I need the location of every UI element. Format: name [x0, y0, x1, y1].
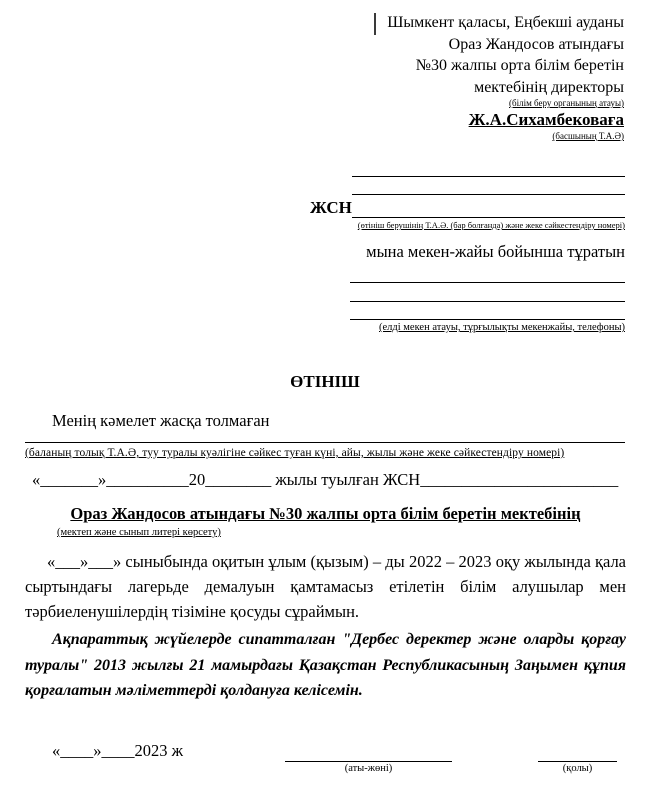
recipient-line-school-type: №30 жалпы орта білім беретін [415, 57, 624, 74]
recipient-line-school-name: Ораз Жандосов атындағы [448, 35, 624, 53]
address-caption: (елді мекен атауы, тұрғылықты мекенжайы, телефоны) [379, 322, 625, 333]
signature-name-caption: (аты-жөні) [344, 763, 393, 774]
signature-name-blank-line[interactable] [285, 742, 452, 762]
signature-sign-caption: (қолы) [562, 763, 593, 774]
request-paragraph: «___»___» сыныбында оқитын ұлым (қызым) – ды 2022 – 2023 оқу жылында қала сыртындағы лагерьде демалуын қамтамасыз етілетін білім алушылар мен тәрбиеленушілердің тізіміне қосуды сұраймын. [25, 552, 626, 621]
org-name-caption: (білім беру органының атауы) [509, 98, 624, 108]
recipient-line-city: Шымкент қаласы, Еңбекші ауданы [387, 14, 624, 31]
jsn-fill-line[interactable] [352, 195, 625, 218]
director-name: Ж.А.Сихамбековаға [468, 110, 624, 129]
school-heading: Ораз Жандосов атындағы №30 жалпы орта білім беретін мектебінің [70, 504, 581, 523]
address-blank-line-2[interactable] [350, 283, 625, 302]
address-block [350, 265, 625, 333]
child-name-blank-line[interactable] [25, 429, 625, 443]
recipient-block [387, 12, 624, 142]
school-heading-caption: (мектеп және сынып литері көрсету) [57, 527, 221, 538]
applicant-identity-block [310, 160, 625, 230]
statement-title: ӨТІНІШ [290, 372, 360, 391]
signature-sign-blank-line[interactable] [538, 742, 617, 762]
director-name-caption: (басшының Т.А.Ә) [552, 131, 624, 141]
signature-sign-field [538, 742, 617, 774]
statement-opening-line: Менің кәмелет жасқа толмаған [52, 411, 270, 430]
address-blank-line-3[interactable] [350, 302, 625, 320]
child-name-caption: (баланың толық Т.А.Ә, туу туралы куәлігіне сәйкес туған күні, айы, жылы және жеке сәйкестендіру номері) [25, 447, 565, 459]
jsn-label: ЖСН [310, 198, 352, 217]
recipient-line-director: мектебінің директоры [474, 78, 624, 96]
signature-name-field [285, 742, 452, 774]
address-blank-line-1[interactable] [350, 265, 625, 283]
jsn-caption: (өтініш берушінің Т.А.Ә. (бар болғанда) және жеке сәйкестендіру номері) [357, 220, 625, 230]
residence-intro-text: мына мекен-жайы бойынша тұратын [366, 242, 625, 261]
birth-date-fill-line[interactable]: «_______»__________20________ жылы туылған ЖСН________________________ [32, 470, 619, 489]
text-cursor [374, 13, 376, 35]
jsn-row [310, 195, 625, 218]
consent-paragraph: Ақпараттық жүйелерде сипатталған "Дербес деректер және оларды қорғау туралы" 2013 жылғы 21 мамырдағы Қазақстан Республикасының Заңымен құпия қорғалатын мәліметтерді қолдануға келісемін. [25, 631, 626, 699]
applicant-name-blank-line-1[interactable] [352, 160, 625, 177]
signature-date-fill-line[interactable]: «____»____2023 ж [52, 741, 184, 760]
applicant-name-blank-line-2[interactable] [352, 177, 625, 195]
